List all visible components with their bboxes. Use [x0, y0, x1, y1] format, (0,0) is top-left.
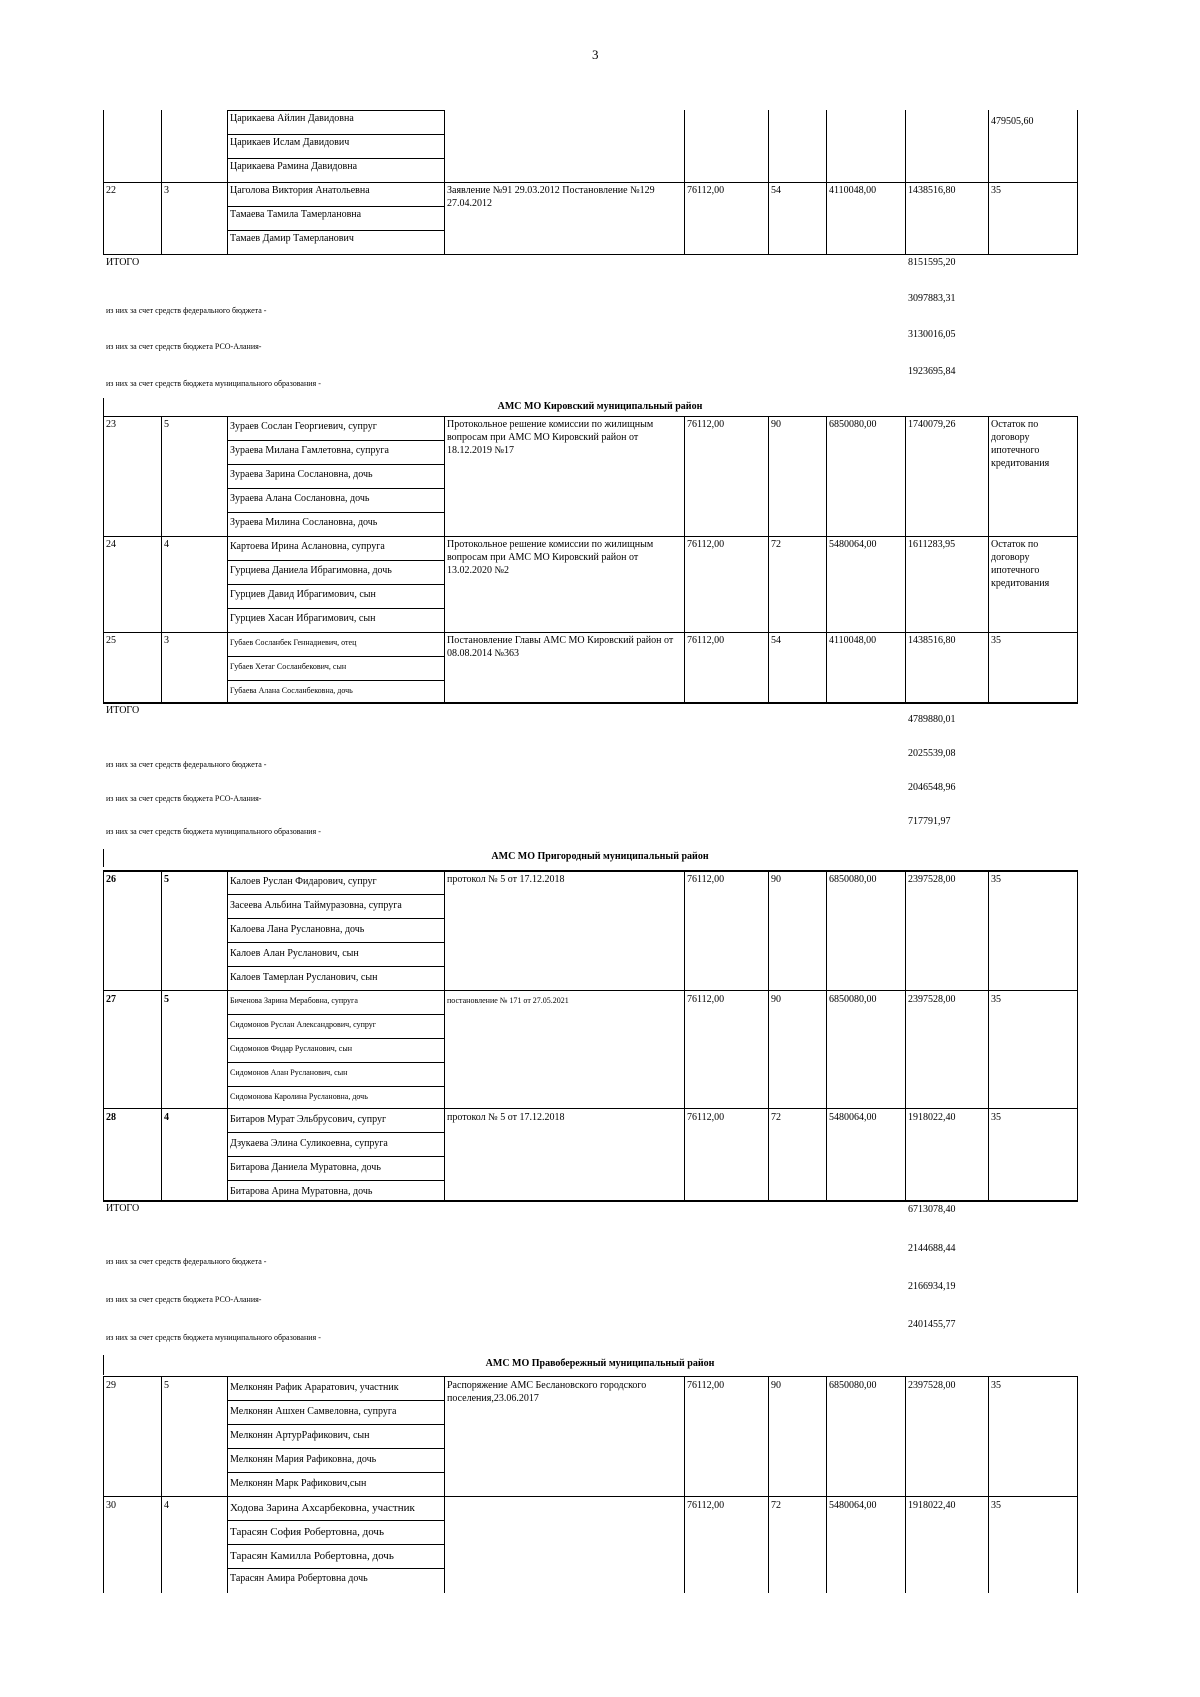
row-name-4: Битарова Арина Муратовна, дочь	[230, 1186, 373, 1197]
mun-label: из них за счет средств бюджета муниципального образования -	[106, 379, 321, 388]
row-name-5: Сидомонова Каролина Руслановна, дочь	[230, 1092, 368, 1101]
row-name-2: Гурциева Даниела Ибрагимовна, дочь	[230, 565, 392, 576]
row-members: 5	[164, 419, 169, 430]
row-name-2: Тамаева Тамила Тамерлановна	[230, 209, 362, 220]
row-name-1: Цаголова Виктория Анатольевна	[230, 185, 370, 196]
row-area: 72	[771, 1112, 781, 1123]
row-subsidy: 1438516,80	[908, 635, 956, 646]
row-last: 35	[991, 1380, 1001, 1391]
row-name-2: Дзукаева Элина Суликоевна, супруга	[230, 1138, 388, 1149]
cont-last: 479505,60	[991, 116, 1034, 127]
row-name-1: Зураев Сослан Георгиевич, супруг	[230, 421, 377, 432]
row-name-1: Мелконян Рафик Араратович, участник	[230, 1382, 399, 1393]
row-total: 5480064,00	[829, 539, 877, 550]
mun-value: 1923695,84	[908, 366, 956, 377]
row-cost: 76112,00	[687, 185, 725, 196]
row-last: 35	[991, 635, 1001, 646]
row-name-1: Губаев Сосланбек Геннадиевич, отец	[230, 638, 357, 647]
row-subsidy: 2397528,00	[908, 994, 956, 1005]
row-cost: 76112,00	[687, 635, 725, 646]
total-value: 8151595,20	[908, 257, 956, 268]
row-doc: Протокольное решение комиссии по жилищным вопросам при АМС МО Кировский район от 18.12.2019 №17	[447, 419, 654, 456]
row-last: 35	[991, 1112, 1001, 1123]
rso-label: из них за счет средств бюджета РСО-Алания-	[106, 1295, 262, 1304]
cont-name-1: Царикаева Айлин Давидовна	[230, 113, 354, 124]
fed-label: из них за счет средств федерального бюджета -	[106, 760, 267, 769]
row-last: 35	[991, 1500, 1001, 1511]
row-doc: протокол № 5 от 17.12.2018	[447, 874, 565, 885]
total-label: ИТОГО	[106, 1203, 140, 1214]
row-no: 23	[106, 419, 116, 430]
row-name-2: Губаев Хетаг Сосланбекович, сын	[230, 662, 347, 671]
row-cost: 76112,00	[687, 994, 725, 1005]
row-area: 90	[771, 1380, 781, 1391]
rso-value: 2046548,96	[908, 782, 956, 793]
row-cost: 76112,00	[687, 1380, 725, 1391]
total-label: ИТОГО	[106, 705, 140, 716]
row-no: 28	[106, 1112, 116, 1123]
row-name-3: Сидомонов Фидар Русланович, сын	[230, 1044, 352, 1053]
row-members: 3	[164, 185, 169, 196]
row-total: 5480064,00	[829, 1500, 877, 1511]
row-name-3: Тамаев Дамир Тамерланович	[230, 233, 354, 244]
row-name-5: Мелконян Марк Рафикович,сын	[230, 1478, 367, 1489]
row-members: 5	[164, 994, 169, 1005]
row-name-3: Гурциев Давид Ибрагимович, сын	[230, 589, 376, 600]
row-subsidy: 1740079,26	[908, 419, 956, 430]
row-name-1: Биченова Зарина Мерабовна, супруга	[230, 996, 358, 1005]
total-label: ИТОГО	[106, 257, 140, 268]
row-name-1: Битаров Мурат Эльбрусович, супруг	[230, 1114, 387, 1125]
row-members: 5	[164, 1380, 169, 1391]
rso-label: из них за счет средств бюджета РСО-Алания-	[106, 794, 262, 803]
cont-name-2: Царикаев Ислам Давидович	[230, 137, 350, 148]
row-no: 30	[106, 1500, 116, 1511]
row-total: 6850080,00	[829, 994, 877, 1005]
row-total: 4110048,00	[829, 635, 877, 646]
row-area: 54	[771, 185, 781, 196]
row-name-3: Битарова Даниела Муратовна, дочь	[230, 1162, 381, 1173]
row-subsidy: 1918022,40	[908, 1112, 956, 1123]
row-last: Остаток по договору ипотечного кредитования	[991, 539, 1050, 589]
row-name-4: Тарасян Амира Робертовна дочь	[230, 1573, 368, 1584]
total-value: 4789880,01	[908, 714, 956, 725]
row-name-3: Губаева Алана Сосланбековна, дочь	[230, 686, 353, 695]
row-area: 54	[771, 635, 781, 646]
row-no: 22	[106, 185, 116, 196]
row-name-4: Калоев Алан Русланович, сын	[230, 948, 359, 959]
row-members: 5	[164, 874, 169, 885]
row-members: 4	[164, 1112, 169, 1123]
row-cost: 76112,00	[687, 419, 725, 430]
row-name-3: Зураева Зарина Сослановна, дочь	[230, 469, 373, 480]
row-no: 27	[106, 994, 116, 1005]
row-members: 4	[164, 539, 169, 550]
row-last: Остаток по договору ипотечного кредитования	[991, 419, 1050, 469]
row-area: 90	[771, 994, 781, 1005]
row-name-3: Тарасян Камилла Робертовна, дочь	[230, 1550, 394, 1562]
rso-value: 2166934,19	[908, 1281, 956, 1292]
row-last: 35	[991, 994, 1001, 1005]
mun-value: 2401455,77	[908, 1319, 956, 1330]
fed-label: из них за счет средств федерального бюджета -	[106, 306, 267, 315]
row-name-3: Мелконян АртурРафикович, сын	[230, 1430, 370, 1441]
row-no: 26	[106, 874, 116, 885]
row-name-5: Калоев Тамерлан Русланович, сын	[230, 972, 378, 983]
row-total: 6850080,00	[829, 1380, 877, 1391]
row-name-2: Зураева Милана Гамлетовна, супруга	[230, 445, 389, 456]
row-subsidy: 2397528,00	[908, 1380, 956, 1391]
row-doc: протокол № 5 от 17.12.2018	[447, 1112, 565, 1123]
row-doc: постановление № 171 от 27.05.2021	[447, 996, 569, 1005]
row-name-2: Засеева Альбина Таймуразовна, супруга	[230, 900, 402, 911]
row-doc: Постановление Главы АМС МО Кировский район от 08.08.2014 №363	[447, 635, 674, 659]
row-name-2: Тарасян София Робертовна, дочь	[230, 1526, 384, 1538]
row-name-5: Зураева Милина Сослановна, дочь	[230, 517, 378, 528]
row-name-4: Гурциев Хасан Ибрагимович, сын	[230, 613, 376, 624]
row-name-4: Сидомонов Алан Русланович, сын	[230, 1068, 348, 1077]
cont-name-3: Царикаева Рамина Давидовна	[230, 161, 358, 172]
section-title: АМС МО Правобережный муниципальный район	[485, 1358, 715, 1369]
mun-value: 717791,97	[908, 816, 951, 827]
row-name-1: Ходова Зарина Ахсарбековна, участник	[230, 1502, 415, 1514]
row-doc: Протокольное решение комиссии по жилищным вопросам при АМС МО Кировский район от 13.02.2020 №2	[447, 539, 654, 576]
fed-value: 2025539,08	[908, 748, 956, 759]
mun-label: из них за счет средств бюджета муниципального образования -	[106, 827, 321, 836]
row-area: 90	[771, 874, 781, 885]
row-subsidy: 1438516,80	[908, 185, 956, 196]
row-no: 24	[106, 539, 116, 550]
row-total: 5480064,00	[829, 1112, 877, 1123]
row-last: 35	[991, 874, 1001, 885]
row-name-4: Мелконян Мария Рафиковна, дочь	[230, 1454, 377, 1465]
rso-label: из них за счет средств бюджета РСО-Алания-	[106, 342, 262, 351]
section-title: АМС МО Пригородный муниципальный район	[491, 851, 709, 862]
row-cost: 76112,00	[687, 1112, 725, 1123]
total-value: 6713078,40	[908, 1204, 956, 1215]
row-total: 6850080,00	[829, 874, 877, 885]
row-area: 72	[771, 539, 781, 550]
row-area: 90	[771, 419, 781, 430]
section-title: АМС МО Кировский муниципальный район	[497, 401, 703, 412]
row-members: 3	[164, 635, 169, 646]
mun-label: из них за счет средств бюджета муниципального образования -	[106, 1333, 321, 1342]
row-doc: Распоряжение АМС Беслановского городского поселения,23.06.2017	[447, 1380, 647, 1404]
fed-value: 2144688,44	[908, 1243, 956, 1254]
page-number: 3	[592, 47, 599, 62]
fed-label: из них за счет средств федерального бюджета -	[106, 1257, 267, 1266]
row-name-2: Мелконян Ашхен Самвеловна, супруга	[230, 1406, 397, 1417]
fed-value: 3097883,31	[908, 293, 956, 304]
row-name-2: Сидомонов Руслан Александрович, супруг	[230, 1020, 377, 1029]
row-total: 6850080,00	[829, 419, 877, 430]
row-no: 25	[106, 635, 116, 646]
row-members: 4	[164, 1500, 169, 1511]
row-subsidy: 1918022,40	[908, 1500, 956, 1511]
row-total: 4110048,00	[829, 185, 877, 196]
row-name-3: Калоева Лана Руслановна, дочь	[230, 924, 365, 935]
row-cost: 76112,00	[687, 539, 725, 550]
row-name-1: Картоева Ирина Аслановна, супруга	[230, 541, 385, 552]
row-subsidy: 1611283,95	[908, 539, 956, 550]
row-cost: 76112,00	[687, 1500, 725, 1511]
row-last: 35	[991, 185, 1001, 196]
row-name-4: Зураева Алана Сослановна, дочь	[230, 493, 370, 504]
row-cost: 76112,00	[687, 874, 725, 885]
row-subsidy: 2397528,00	[908, 874, 956, 885]
rso-value: 3130016,05	[908, 329, 956, 340]
row-doc: Заявление №91 29.03.2012 Постановление №129 27.04.2012	[447, 185, 655, 209]
row-name-1: Калоев Руслан Фидарович, супруг	[230, 876, 377, 887]
row-area: 72	[771, 1500, 781, 1511]
row-no: 29	[106, 1380, 116, 1391]
